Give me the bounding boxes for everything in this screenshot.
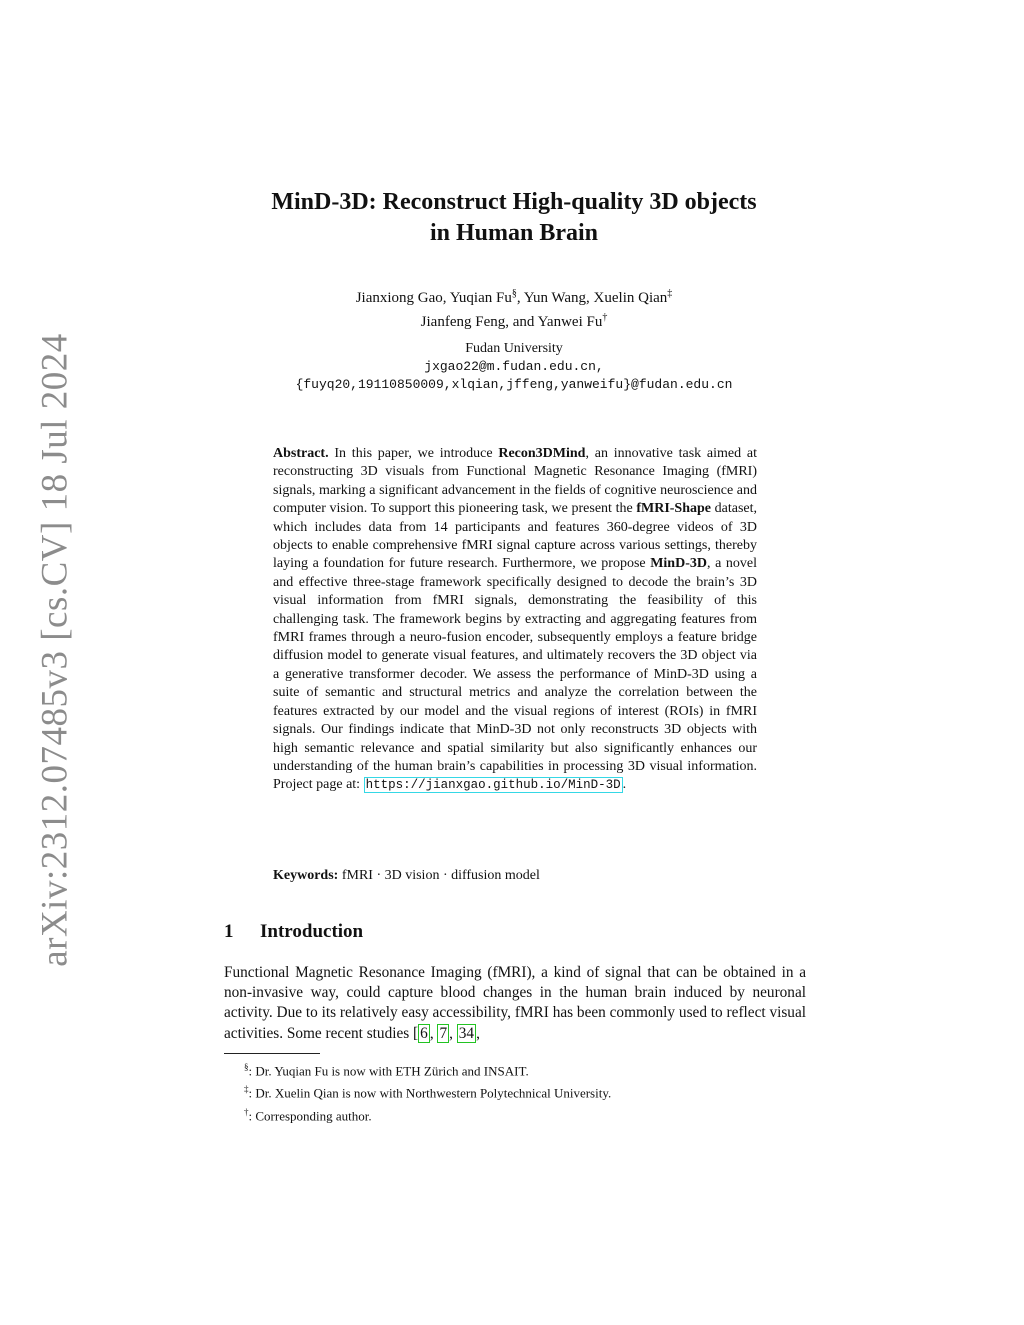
footnote-2: ‡: Dr. Xuelin Qian is now with Northwestern Polytechnical University. [244, 1084, 612, 1101]
section-heading [224, 921, 363, 943]
citation-link[interactable]: 6 [420, 1024, 428, 1042]
author-line-1: Jianxiong Gao, Yuqian Fu§, Yun Wang, Xuelin Qian‡ [355, 288, 673, 306]
author-list [224, 284, 804, 332]
section-number: 1 [224, 921, 234, 942]
footnote-1: §: Dr. Yuqian Fu is now with ETH Zürich and INSAIT. [244, 1062, 529, 1079]
citation-link[interactable]: 34 [458, 1024, 475, 1042]
citation-link[interactable]: 7 [439, 1024, 448, 1042]
abstract: Abstract. In this paper, we introduce Recon3DMind, an innovative task aimed at reconstructing 3D visuals from Functional Magnetic Resonance Imaging (fMRI) signals, marking a significant advancement in the fields of cognitive neuroscience and computer vision. To support this pioneering task, we present the fMRI-Shape dataset, which includes data from 14 participants and features 360-degree videos of 3D objects to enable comprehensive fMRI signal capture across various settings, thereby laying a foundation for future research. Furthermore, we propose MinD-3D, a novel and effective three-stage framework specifically designed to decode the brain’s 3D visual information from fMRI signals, demonstrating the feasibility of this challenging task. The framework begins by extracting and aggregating features from fMRI frames through a neuro-fusion encoder, subsequently employs a feature bridge diffusion model to generate visual features, and ultimately recovers the 3D object via a generative transformer decoder. We assess the performance of MinD-3D using a suite of semantic and structural metrics and analyze the correlation between the features extracted by our model and the visual regions of interest (ROIs) in fMRI signals. Our findings indicate that MinD-3D not only reconstructs 3D objects with high semantic relevance and spatial similarity but also significantly enhances our understanding of the human brain’s capabilities in processing 3D visual information. Project page at: https://jianxgao.github.io/MinD-3D . [273, 446, 758, 793]
paper-title [224, 187, 804, 249]
footnote-mark: ‡ [667, 288, 673, 299]
arxiv-identifier: arXiv:2312.07485v3 [cs.CV] 18 Jul 2024 [34, 333, 76, 967]
footnote-3: †: Corresponding author. [244, 1106, 372, 1123]
institution-name: Fudan University [465, 341, 563, 356]
keywords-label: Keywords: [273, 868, 339, 883]
title-line-2: in Human Brain [429, 220, 599, 246]
title-line-1: MinD-3D: Reconstruct High-quality 3D objects [271, 189, 757, 215]
footnote-mark: § [511, 288, 517, 299]
email-line-2: {fuyq20,19110850009,xlqian,jffeng,yanweifu}@fudan.edu.cn [295, 377, 733, 392]
keywords: Keywords: fMRI · 3D vision · diffusion model [273, 868, 540, 883]
project-page-link[interactable]: https://jianxgao.github.io/MinD-3D [365, 778, 621, 793]
footnote-rule [224, 1053, 320, 1054]
section-title: Introduction [260, 921, 364, 942]
abstract-label: Abstract. [273, 446, 329, 461]
author-line-2: Jianfeng Feng, and Yanwei Fu† [420, 312, 608, 330]
intro-paragraph: Functional Magnetic Resonance Imaging (fMRI), a kind of signal that can be obtained in a non-invasive way, could capture blood changes in the human brain induced by neuronal activity. Due to its relatively easy accessibility, fMRI has been commonly used to reflect visual activities. Some recent studies [ 6 , 7 , 34 , [224, 964, 806, 1042]
footnote-mark: † [602, 312, 608, 323]
email-line-1: jxgao22@m.fudan.edu.cn, [424, 359, 604, 374]
footnotes [244, 1058, 611, 1125]
affiliation [224, 340, 804, 394]
